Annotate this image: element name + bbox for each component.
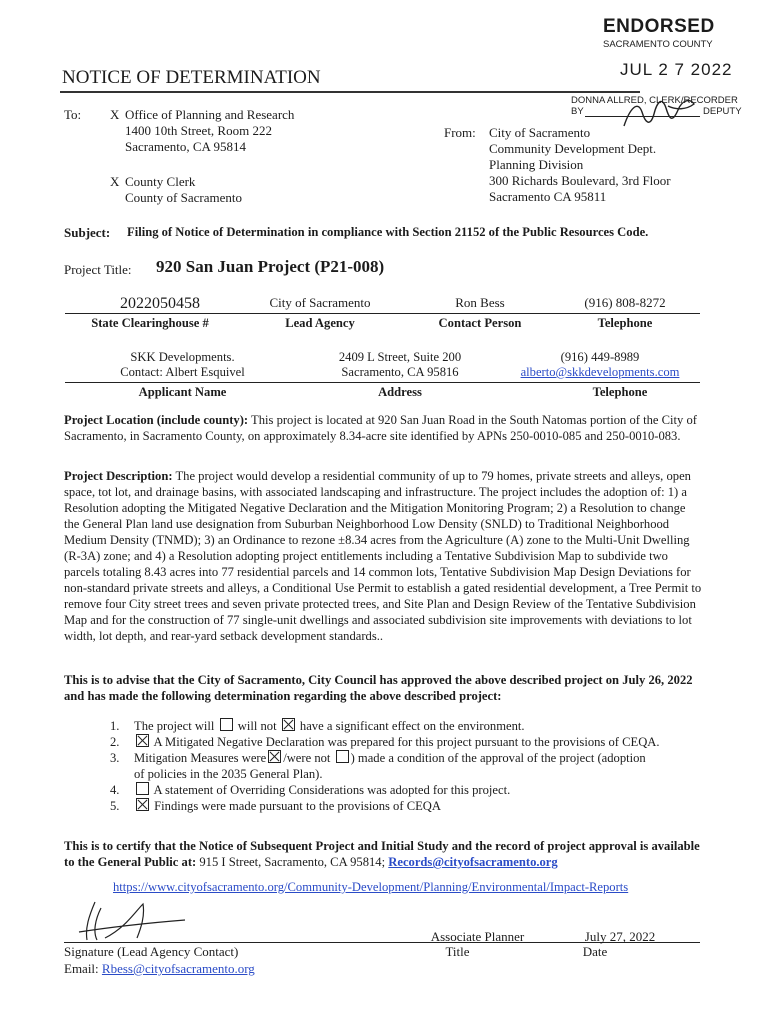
determinations-list [110, 718, 710, 814]
mitigation-were-not-checkbox[interactable] [336, 750, 349, 763]
contact-person-label: Contact Person [438, 316, 522, 330]
applicant-line: SKK Developments. [130, 350, 235, 364]
contact-person: Ron Bess [455, 295, 505, 310]
stamp-deputy: DEPUTY [703, 106, 742, 117]
item-number: 1. [110, 719, 120, 733]
clearinghouse-label: State Clearinghouse # [91, 316, 209, 330]
findings-checkbox[interactable] [136, 798, 149, 811]
clerk-line: County Clerk [125, 174, 196, 189]
page-title: NOTICE OF DETERMINATION [62, 67, 321, 88]
determination-3-cont: of policies in the 2035 General Plan). [134, 767, 323, 781]
row2-rule [65, 382, 700, 383]
determination-5: 5. Findings were made pursuant to the provisions of CEQA [110, 799, 441, 813]
from-line: Sacramento CA 95811 [489, 189, 607, 204]
certify-text: This is to certify that the Notice of Subsequent Project and Initial Study and the record of project approval is available to the General Public at: [64, 839, 700, 869]
clerk-line: County of Sacramento [125, 190, 242, 205]
lead-agency: City of Sacramento [269, 295, 371, 310]
determination-1: 1. The project will will not have a significant effect on the environment. [110, 719, 525, 733]
determination-4: 4. A statement of Overriding Considerations was adopted for this project. [110, 783, 511, 797]
from-label: From: [444, 125, 476, 140]
clerk-mark: X [110, 174, 120, 189]
stamp-county: SACRAMENTO COUNTY [603, 39, 713, 50]
title-rule [60, 91, 640, 93]
date-label: Date [582, 944, 608, 959]
opr-mark: X [110, 107, 120, 122]
location-label: Project Location (include county): [64, 413, 249, 427]
impact-reports-link[interactable]: https://www.cityofsacramento.org/Community-Development/Planning/Environmental/Impact-Reports [113, 880, 629, 894]
item-number: 5. [110, 799, 120, 813]
determination-2: 2. A Mitigated Negative Declaration was prepared for this project pursuant to the provisions of CEQA. [110, 735, 660, 749]
will-checkbox[interactable] [220, 718, 233, 731]
mitigation-were-checkbox[interactable] [268, 750, 281, 763]
signature-scrawl [75, 898, 205, 946]
telephone-label: Telephone [597, 316, 653, 330]
clearinghouse-number: 2022050458 [120, 295, 200, 312]
certify-address: 915 I Street, Sacramento, CA 95814; [199, 855, 386, 869]
lead-agency-label: Lead Agency [285, 316, 355, 330]
advise-statement: This is to advise that the City of Sacramento, City Council has approved the above described project on July 26, 2022 and has made the following determination regarding the above described project: [64, 673, 693, 703]
project-title-value: 920 San Juan Project (P21-008) [156, 257, 385, 276]
opr-line: Sacramento, CA 95814 [125, 139, 246, 154]
project-title-label: Project Title: [64, 262, 132, 277]
address-label: Address [378, 385, 422, 399]
signature-label: Signature (Lead Agency Contact) [64, 944, 239, 959]
records-email-link[interactable]: Records@cityofsacramento.org [388, 855, 558, 869]
stamp-by: BY [571, 106, 584, 117]
item-number: 3. [110, 751, 120, 765]
project-description [64, 468, 704, 644]
subject-label: Subject: [64, 225, 111, 240]
email-line [64, 961, 255, 977]
from-line: City of Sacramento [489, 125, 591, 140]
address-line: Sacramento, CA 95816 [341, 365, 459, 379]
email-label: Email: [64, 961, 99, 976]
mnd-checkbox[interactable] [136, 734, 149, 747]
from-address [489, 125, 671, 205]
subject-text: Filing of Notice of Determination in compliance with Section 21152 of the Public Resources Code. [127, 225, 649, 239]
applicant-name [95, 350, 270, 380]
applicant-phone: (916) 449-8989 [560, 350, 640, 364]
applicant-name-label: Applicant Name [138, 385, 227, 399]
item-number: 2. [110, 735, 120, 749]
contact-phone: (916) 808-8272 [584, 295, 666, 310]
title-value: Associate Planner [430, 929, 525, 944]
stamp-date: JUL 2 7 2022 [620, 60, 733, 79]
from-line: Community Development Dept. [489, 141, 657, 156]
description-label: Project Description: [64, 469, 173, 483]
contact-email-link[interactable]: Rbess@cityofsacramento.org [101, 961, 255, 976]
clerk-address [125, 174, 242, 206]
from-line: 300 Richards Boulevard, 3rd Floor [489, 173, 671, 188]
stamp-endorsed: ENDORSED [603, 16, 715, 37]
opr-address [125, 107, 294, 155]
opr-line: Office of Planning and Research [125, 107, 295, 122]
from-line: Planning Division [489, 157, 584, 172]
opr-line: 1400 10th Street, Room 222 [125, 123, 272, 138]
title-label: Title [445, 944, 470, 959]
address-line: 2409 L Street, Suite 200 [338, 350, 462, 364]
date-value: July 27, 2022 [584, 929, 656, 944]
telephone-label-2: Telephone [592, 385, 648, 399]
applicant-email-link[interactable]: alberto@skkdevelopments.com [520, 365, 680, 379]
to-label: To: [64, 107, 82, 122]
applicant-address [320, 350, 480, 380]
applicant-contact-info [500, 350, 700, 380]
overriding-checkbox[interactable] [136, 782, 149, 795]
applicant-contact: Contact: Albert Esquivel [120, 365, 245, 379]
item-number: 4. [110, 783, 120, 797]
project-location [64, 412, 704, 444]
determination-3: 3. Mitigation Measures were /were not ) made a condition of the approval of the project (adoption [110, 751, 646, 765]
stamp-clerk: DONNA ALLRED, CLERK/RECORDER [571, 95, 738, 106]
certify-statement [64, 838, 709, 870]
will-not-checkbox[interactable] [282, 718, 295, 731]
description-text: The project would develop a residential community of up to 79 homes, private streets and alleys, open space, tot lot, and drainage basins, with associated landscaping and infrastructure. The project includes the adoption of: 1) a Resolution adopting the Mitigated Negative Declaration and the Mitigation Monitoring Program; 2) a Resolution to change the General Plan land use designation from Suburban Neighborhood Low Density (SNLD) to Traditional Neighborhood Medium Density (TNMD); 3) an Ordinance to rezone ±8.34 acres from the Agriculture (A) zone to the Multi-Unit Dwelling (R-3A) zone; and 4) a Resolution adopting project entitlements including a Tentative Subdivision Map to subdivide two parcels totaling 8.43 acres into 77 residential parcels and 14 common lots, Tentative Subdivision Map Design Deviations for non-standard private streets and alleys, a Conditional Use Permit to establish a gated residential development, a Tree Permit to remove four City street trees and seven private protected trees, and Site Plan and Design Review of the Tentative Subdivision Map and for the construction of 77 single-unit dwellings and associated subdivision site improvements with deviations to lot width, lot depth, and rear-yard setback development standards.. [64, 469, 702, 643]
row1-rule [65, 313, 700, 314]
location-text: This project is located at 920 San Juan Road in the South Natomas portion of the City of Sacramento, in Sacramento County, on approximately 8.34-acre site identified by APNs 250-0010-085 and 250-0010-083. [64, 413, 697, 443]
